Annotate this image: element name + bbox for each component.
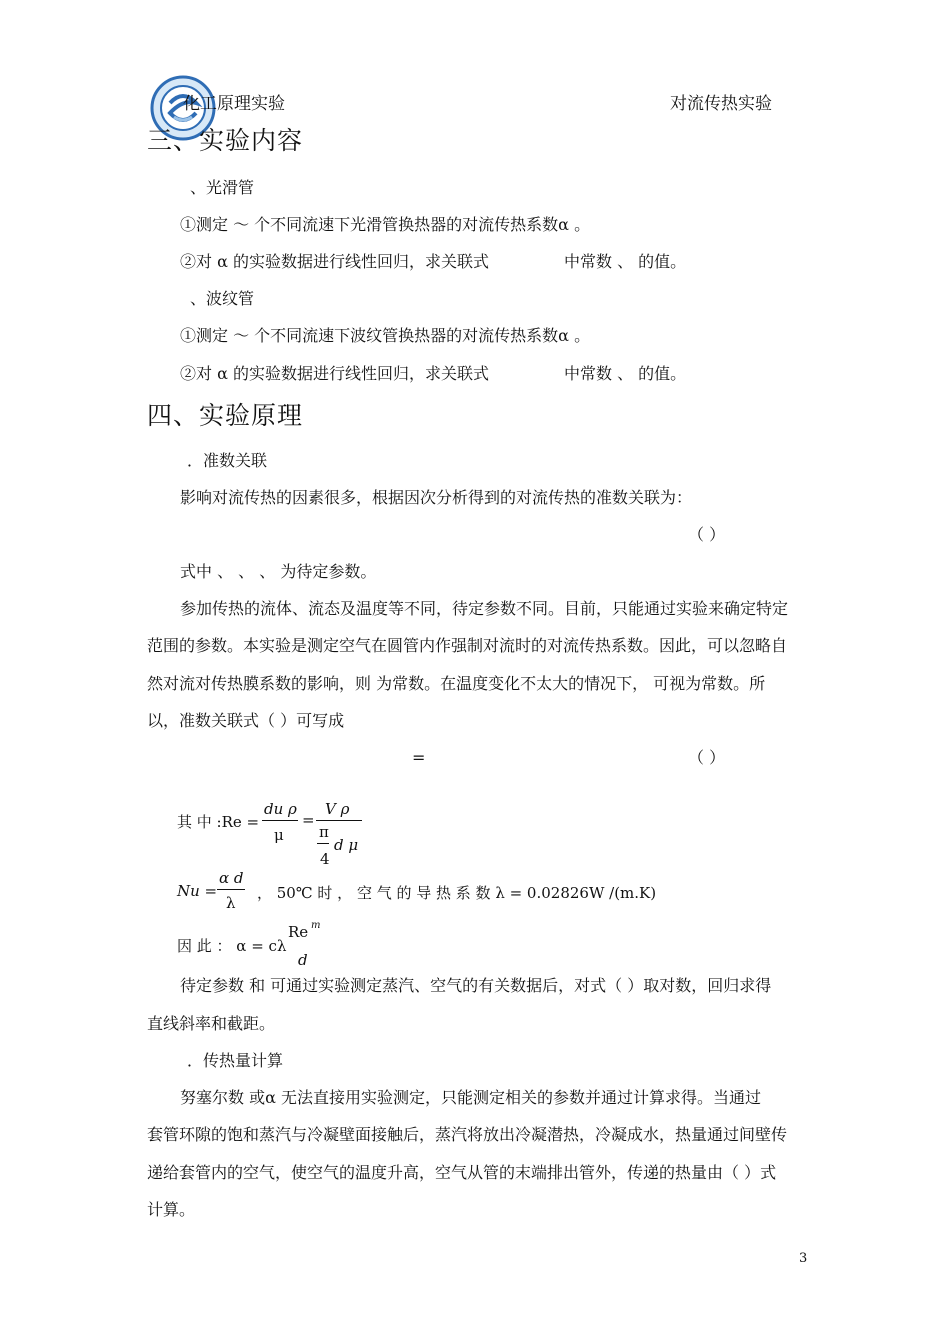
item-corrugated-regress: ②对 α 的实验数据进行线性回归，求关联式 [180, 364, 489, 383]
reynolds-numerator-2: V ρ [325, 800, 350, 818]
therefore-denominator: d [298, 951, 308, 969]
nusselt-denominator: λ [226, 894, 236, 912]
paragraph-body-line-3: 然对流对传热膜系数的影响，则 为常数。在温度变化不太大的情况下， 可视为常数。所 [147, 674, 766, 693]
paragraph-heat-line-4: 计算。 [147, 1200, 196, 1219]
reynolds-fraction-bar-2 [316, 820, 362, 821]
nusselt-fraction-bar [217, 889, 245, 890]
paragraph-heat-line-1: 努塞尔数 或α 无法直接用实验测定，只能测定相关的参数并通过计算求得。当通过 [180, 1088, 761, 1107]
reynolds-numerator-1: du ρ [264, 800, 297, 818]
item-smooth-constants: 中常数 、 的值。 [564, 252, 687, 271]
reynolds-pi: π [319, 823, 329, 841]
paragraph-body-line-2: 范围的参数。本实验是测定空气在圆管内作强制对流时的对流传热系数。因此，可以忽略自 [147, 636, 788, 655]
reynolds-fraction-bar-3 [317, 843, 329, 844]
paragraph-parameters: 式中 、 、 、 为待定参数。 [180, 562, 377, 581]
paragraph-regression-line-2: 直线斜率和截距。 [147, 1014, 276, 1033]
nusselt-numerator: α d [219, 869, 244, 887]
subsection-dimensionless-correlation: ．准数关联 [187, 451, 268, 470]
item-smooth-regress: ②对 α 的实验数据进行线性回归，求关联式 [180, 252, 489, 271]
paragraph-heat-line-2: 套管环隙的饱和蒸汽与冷凝壁面接触后，蒸汽将放出冷凝潜热，冷凝成水，热量通过间壁传 [147, 1125, 788, 1144]
therefore-label: 因 此 ： α = cλ [177, 937, 287, 955]
equation-2-number: （ ） [688, 748, 726, 767]
item-corrugated-tube: 、波纹管 [190, 289, 255, 308]
page-number: 3 [799, 1251, 808, 1266]
item-smooth-tube: 、光滑管 [190, 178, 255, 197]
nusselt-label: Nu = [177, 882, 218, 900]
section-4-heading: 四、实验原理 [147, 401, 304, 430]
section-3-heading: 三、实验内容 [147, 126, 304, 155]
item-corrugated-measure: ①测定 ～ 个不同流速下波纹管换热器的对流传热系数α 。 [180, 326, 591, 345]
therefore-exponent: m [311, 920, 321, 931]
subsection-heat-calculation: ．传热量计算 [187, 1051, 284, 1070]
therefore-numerator: Re [288, 923, 309, 941]
equation-1-number: （ ） [688, 525, 726, 544]
item-smooth-measure: ①测定 ～ 个不同流速下光滑管换热器的对流传热系数α 。 [180, 215, 591, 234]
reynolds-four: 4 [320, 850, 330, 868]
header-course-title: 化工原理实验 [183, 94, 285, 114]
paragraph-body-line-1: 参加传热的流体、流态及温度等不同，待定参数不同。目前，只能通过实验来确定特定 [180, 599, 789, 618]
reynolds-label: 其 中 :Re = [177, 813, 260, 831]
reynolds-fraction-bar-1 [262, 820, 298, 821]
item-corrugated-constants: 中常数 、 的值。 [564, 364, 687, 383]
paragraph-body-line-4: 以，准数关联式（ ）可写成 [147, 711, 345, 730]
paragraph-heat-line-3: 递给套管内的空气，使空气的温度升高，空气从管的末端排出管外，传递的热量由（ ）式 [147, 1163, 777, 1182]
reynolds-denominator-1: μ [274, 826, 284, 844]
nusselt-conductivity-text: ， 50℃ 时 ， 空 气 的 导 热 系 数 λ = 0.02826W /(m.K) [257, 884, 657, 902]
reynolds-equals: = [302, 811, 315, 829]
paragraph-factors: 影响对流传热的因素很多，根据因次分析得到的对流传热的准数关联为： [180, 488, 693, 507]
equation-2-equals: = [412, 748, 426, 767]
reynolds-d-mu: d μ [334, 836, 359, 854]
paragraph-regression-line-1: 待定参数 和 可通过实验测定蒸汽、空气的有关数据后，对式（ ）取对数，回归求得 [180, 976, 772, 995]
header-experiment-title: 对流传热实验 [670, 94, 772, 114]
